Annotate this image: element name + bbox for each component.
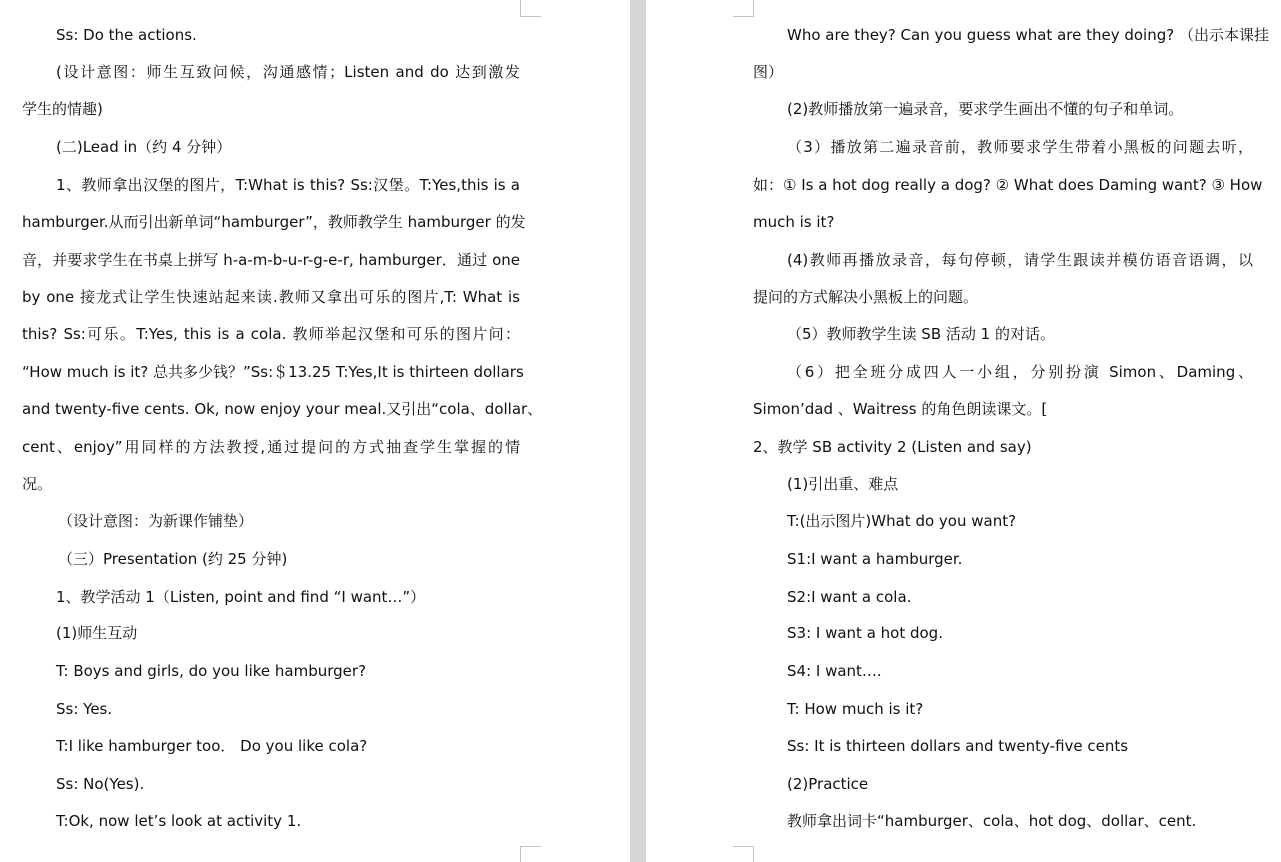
text-line: Ss: It is thirteen dollars and twenty-five cents <box>787 737 1129 755</box>
document-page-left <box>0 0 630 862</box>
text-line: (2)教师播放第一遍录音，要求学生画出不懂的句子和单词。 <box>787 100 1184 118</box>
text-line: cent、enjoy”用同样的方法教授,通过提问的方式抽查学生掌握的情 <box>22 438 520 456</box>
crop-mark <box>733 0 754 17</box>
text-line: Simon’dad 、Waitress 的角色朗读课文。[ <box>753 400 1048 418</box>
text-line: (1)师生互动 <box>56 624 138 642</box>
text-line: Who are they? Can you guess what are they doing? （出示本课挂 <box>787 26 1269 44</box>
text-line: S1:I want a hamburger. <box>787 550 963 568</box>
text-line: （6）把全班分成四人一小组，分别扮演 Simon、Daming、 <box>787 363 1253 381</box>
text-line: T:Ok, now let’s look at activity 1. <box>56 812 302 830</box>
section-heading: （三）Presentation (约 25 分钟) <box>58 550 288 568</box>
text-line: S2:I want a cola. <box>787 588 912 606</box>
text-line: 1、教学活动 1（Listen, point and find “I want…”） <box>56 588 426 606</box>
text-line: (2)Practice <box>787 775 869 793</box>
text-line: “How much is it? 总共多少钱？”Ss:＄13.25 T:Yes,It is thirteen dollars <box>22 363 524 381</box>
crop-mark <box>520 0 541 17</box>
document-page-right <box>646 0 1281 862</box>
text-line: 况。 <box>22 475 53 493</box>
text-line: 提问的方式解决小黑板上的问题。 <box>753 288 979 306</box>
crop-mark <box>520 846 541 862</box>
text-line: by one 接龙式让学生快速站起来读.教师又拿出可乐的图片,T: What is <box>22 288 520 306</box>
text-line: T:I like hamburger too． Do you like cola? <box>56 737 368 755</box>
text-line: Ss: Do the actions. <box>56 26 197 44</box>
text-line: 音，并要求学生在书桌上拼写 h-a-m-b-u-r-g-e-r, hamburger．通过 one <box>22 251 520 269</box>
text-line: S4: I want…. <box>787 662 882 680</box>
text-line: Ss: No(Yes). <box>56 775 145 793</box>
crop-mark <box>733 846 754 862</box>
text-line: hamburger.从而引出新单词“hamburger”，教师教学生 hamburger 的发 <box>22 213 526 231</box>
text-line: Ss: Yes. <box>56 700 113 718</box>
text-line: T:(出示图片)What do you want? <box>787 512 1017 530</box>
text-line: and twenty-five cents. Ok, now enjoy your meal.又引出“cola、dollar、 <box>22 400 543 418</box>
text-line: (1)引出重、难点 <box>787 475 899 493</box>
text-line: 教师拿出词卡“hamburger、cola、hot dog、dollar、cent. <box>787 812 1197 830</box>
text-line: （3）播放第二遍录音前，教师要求学生带着小黑板的问题去听， <box>787 138 1253 156</box>
text-line: 1、教师拿出汉堡的图片，T:What is this? Ss:汉堡。T:Yes,this is a <box>56 176 520 194</box>
page-gap <box>630 0 646 862</box>
text-line: （设计意图：为新课作铺垫） <box>58 512 254 530</box>
text-line: 如：① Is a hot dog really a dog? ② What does Daming want? ③ How <box>753 176 1263 194</box>
text-line: (设计意图：师生互致问候，沟通感情；Listen and do 达到激发 <box>56 63 520 81</box>
text-line: （5）教师教学生读 SB 活动 1 的对话。 <box>787 325 1055 343</box>
section-heading: 2、教学 SB activity 2 (Listen and say) <box>753 438 1032 456</box>
text-line: T: Boys and girls, do you like hamburger? <box>56 662 367 680</box>
text-line: T: How much is it? <box>787 700 924 718</box>
text-line: (4)教师再播放录音，每句停顿，请学生跟读并模仿语音语调，以 <box>787 251 1253 269</box>
text-line: 学生的情趣) <box>22 100 103 118</box>
text-line: much is it? <box>753 213 835 231</box>
section-heading: (二)Lead in（约 4 分钟） <box>56 138 232 156</box>
text-line: 图） <box>753 63 784 81</box>
text-line: S3: I want a hot dog. <box>787 624 943 642</box>
text-line: this? Ss:可乐。T:Yes, this is a cola. 教师举起汉堡和可乐的图片问： <box>22 325 520 343</box>
